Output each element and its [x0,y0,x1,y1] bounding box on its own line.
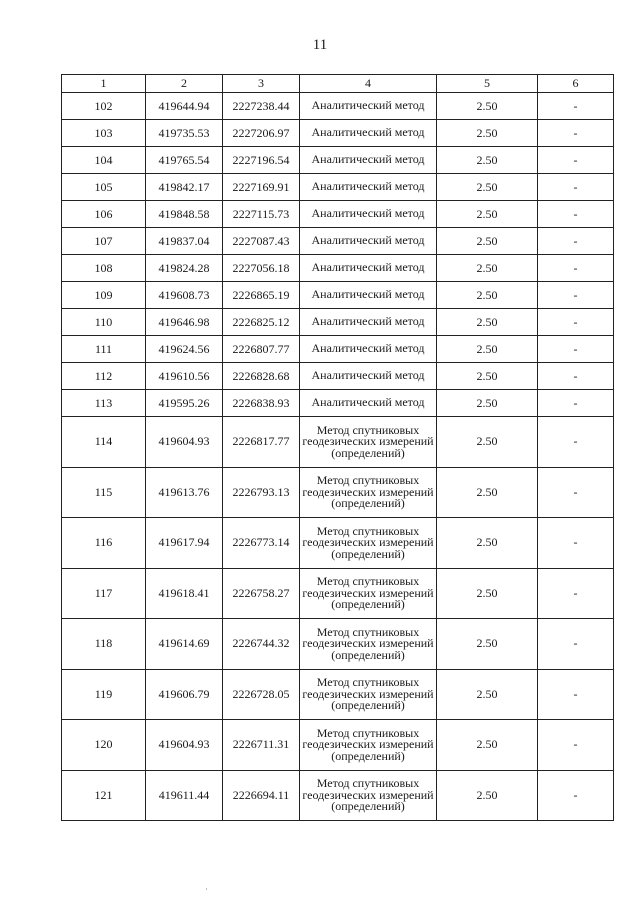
method-text: Аналитический метод [311,98,425,113]
point-number-cell: 115 [62,467,146,518]
table-row [62,147,614,174]
method-cell [300,228,437,255]
method-cell [300,390,437,417]
note-cell: - [538,336,614,363]
method-cell [300,174,437,201]
accuracy-cell: 2.50 [437,309,538,336]
method-text: Аналитический метод [311,368,425,383]
method-cell [300,255,437,282]
method-cell [300,518,437,569]
x-coordinate-cell: 419604.93 [146,417,223,468]
point-number-cell: 112 [62,363,146,390]
table-row [62,255,614,282]
x-coordinate-cell: 419735.53 [146,120,223,147]
column-header: 4 [300,75,437,93]
table-row [62,619,614,670]
x-coordinate-cell: 419613.76 [146,467,223,518]
accuracy-cell: 2.50 [437,619,538,670]
point-number-cell: 118 [62,619,146,670]
y-coordinate-cell: 2226711.31 [223,720,300,771]
point-number-cell: 103 [62,120,146,147]
column-header: 5 [437,75,538,93]
y-coordinate-cell: 2226838.93 [223,390,300,417]
accuracy-cell: 2.50 [437,363,538,390]
point-number-cell: 107 [62,228,146,255]
method-cell [300,93,437,120]
column-header: 6 [538,75,614,93]
note-cell: - [538,619,614,670]
accuracy-cell: 2.50 [437,417,538,468]
method-cell [300,568,437,619]
point-number-cell: 119 [62,669,146,720]
method-cell [300,147,437,174]
table-row [62,174,614,201]
point-number-cell: 120 [62,720,146,771]
table-row [62,228,614,255]
x-coordinate-cell: 419842.17 [146,174,223,201]
accuracy-cell: 2.50 [437,174,538,201]
point-number-cell: 102 [62,93,146,120]
note-cell: - [538,228,614,255]
method-text: Метод спутниковых геодезических измерений (определений) [302,574,434,611]
table-row [62,336,614,363]
accuracy-cell: 2.50 [437,282,538,309]
x-coordinate-cell: 419618.41 [146,568,223,619]
table-row [62,390,614,417]
method-text: Метод спутниковых геодезических измерений (определений) [302,523,434,561]
y-coordinate-cell: 2226728.05 [223,669,300,720]
method-text: Метод спутниковых геодезических измерений (определений) [302,776,434,813]
note-cell: - [538,568,614,619]
table-row [62,93,614,120]
table-row [62,309,614,336]
point-number-cell: 105 [62,174,146,201]
x-coordinate-cell: 419624.56 [146,336,223,363]
note-cell: - [538,174,614,201]
accuracy-cell: 2.50 [437,255,538,282]
x-coordinate-cell: 419848.58 [146,201,223,228]
table-row [62,120,614,147]
accuracy-cell: 2.50 [437,120,538,147]
accuracy-cell: 2.50 [437,201,538,228]
column-header: 1 [62,75,146,93]
method-text: Метод спутниковых геодезических измерений (определений) [302,422,434,460]
x-coordinate-cell: 419611.44 [146,770,223,821]
y-coordinate-cell: 2227196.54 [223,147,300,174]
accuracy-cell: 2.50 [437,390,538,417]
note-cell: - [538,201,614,228]
note-cell: - [538,467,614,518]
table-row [62,518,614,569]
table-row [62,568,614,619]
y-coordinate-cell: 2226817.77 [223,417,300,468]
point-number-cell: 113 [62,390,146,417]
method-cell [300,336,437,363]
table-row [62,669,614,720]
note-cell: - [538,390,614,417]
x-coordinate-cell: 419837.04 [146,228,223,255]
y-coordinate-cell: 2226694.11 [223,770,300,821]
x-coordinate-cell: 419610.56 [146,363,223,390]
method-text: Аналитический метод [311,206,425,221]
table-row [62,720,614,771]
x-coordinate-cell: 419604.93 [146,720,223,771]
note-cell: - [538,669,614,720]
x-coordinate-cell: 419644.94 [146,93,223,120]
x-coordinate-cell: 419617.94 [146,518,223,569]
note-cell: - [538,309,614,336]
method-cell [300,619,437,670]
y-coordinate-cell: 2226865.19 [223,282,300,309]
method-cell [300,363,437,390]
method-text: Аналитический метод [311,152,425,167]
method-text: Аналитический метод [311,179,425,194]
y-coordinate-cell: 2227115.73 [223,201,300,228]
method-text: Метод спутниковых геодезических измерений (определений) [302,624,434,662]
method-cell [300,467,437,518]
column-header: 3 [223,75,300,93]
note-cell: - [538,93,614,120]
y-coordinate-cell: 2227206.97 [223,120,300,147]
column-header: 2 [146,75,223,93]
accuracy-cell: 2.50 [437,720,538,771]
accuracy-cell: 2.50 [437,467,538,518]
x-coordinate-cell: 419614.69 [146,619,223,670]
table-row [62,201,614,228]
y-coordinate-cell: 2227238.44 [223,93,300,120]
y-coordinate-cell: 2226758.27 [223,568,300,619]
method-cell [300,309,437,336]
table-row [62,467,614,518]
note-cell: - [538,417,614,468]
method-text: Метод спутниковых геодезических измерений (определений) [302,675,434,712]
y-coordinate-cell: 2227087.43 [223,228,300,255]
note-cell: - [538,518,614,569]
table-body [62,93,614,821]
y-coordinate-cell: 2226793.13 [223,467,300,518]
point-number-cell: 111 [62,336,146,363]
point-number-cell: 114 [62,417,146,468]
table-row [62,770,614,821]
method-text: Метод спутниковых геодезических измерений (определений) [302,473,434,510]
method-text: Аналитический метод [311,260,425,275]
point-number-cell: 109 [62,282,146,309]
point-number-cell: 110 [62,309,146,336]
method-text: Аналитический метод [311,314,425,329]
method-text: Аналитический метод [311,287,425,302]
y-coordinate-cell: 2226825.12 [223,309,300,336]
point-number-cell: 121 [62,770,146,821]
method-cell [300,770,437,821]
x-coordinate-cell: 419765.54 [146,147,223,174]
accuracy-cell: 2.50 [437,568,538,619]
note-cell: - [538,363,614,390]
method-cell [300,120,437,147]
method-cell [300,417,437,468]
scan-speck [206,888,207,890]
x-coordinate-cell: 419824.28 [146,255,223,282]
y-coordinate-cell: 2226744.32 [223,619,300,670]
x-coordinate-cell: 419608.73 [146,282,223,309]
method-cell [300,282,437,309]
note-cell: - [538,147,614,174]
table-row [62,417,614,468]
accuracy-cell: 2.50 [437,336,538,363]
x-coordinate-cell: 419646.98 [146,309,223,336]
note-cell: - [538,770,614,821]
y-coordinate-cell: 2227056.18 [223,255,300,282]
y-coordinate-cell: 2226828.68 [223,363,300,390]
y-coordinate-cell: 2226807.77 [223,336,300,363]
x-coordinate-cell: 419606.79 [146,669,223,720]
note-cell: - [538,255,614,282]
point-number-cell: 117 [62,568,146,619]
accuracy-cell: 2.50 [437,93,538,120]
method-text: Метод спутниковых геодезических измерений (определений) [302,725,434,763]
accuracy-cell: 2.50 [437,228,538,255]
method-text: Аналитический метод [311,395,425,410]
method-text: Аналитический метод [311,233,425,248]
point-number-cell: 104 [62,147,146,174]
point-number-cell: 116 [62,518,146,569]
table-header-row [62,75,614,93]
table-row [62,363,614,390]
y-coordinate-cell: 2226773.14 [223,518,300,569]
method-text: Аналитический метод [311,341,425,356]
method-cell [300,720,437,771]
method-cell [300,669,437,720]
accuracy-cell: 2.50 [437,147,538,174]
method-cell [300,201,437,228]
point-number-cell: 106 [62,201,146,228]
point-number-cell: 108 [62,255,146,282]
note-cell: - [538,282,614,309]
accuracy-cell: 2.50 [437,518,538,569]
accuracy-cell: 2.50 [437,669,538,720]
table-row [62,282,614,309]
coordinates-table [61,74,614,821]
note-cell: - [538,720,614,771]
page-number: 11 [312,37,328,53]
note-cell: - [538,120,614,147]
x-coordinate-cell: 419595.26 [146,390,223,417]
accuracy-cell: 2.50 [437,770,538,821]
y-coordinate-cell: 2227169.91 [223,174,300,201]
method-text: Аналитический метод [311,125,425,140]
